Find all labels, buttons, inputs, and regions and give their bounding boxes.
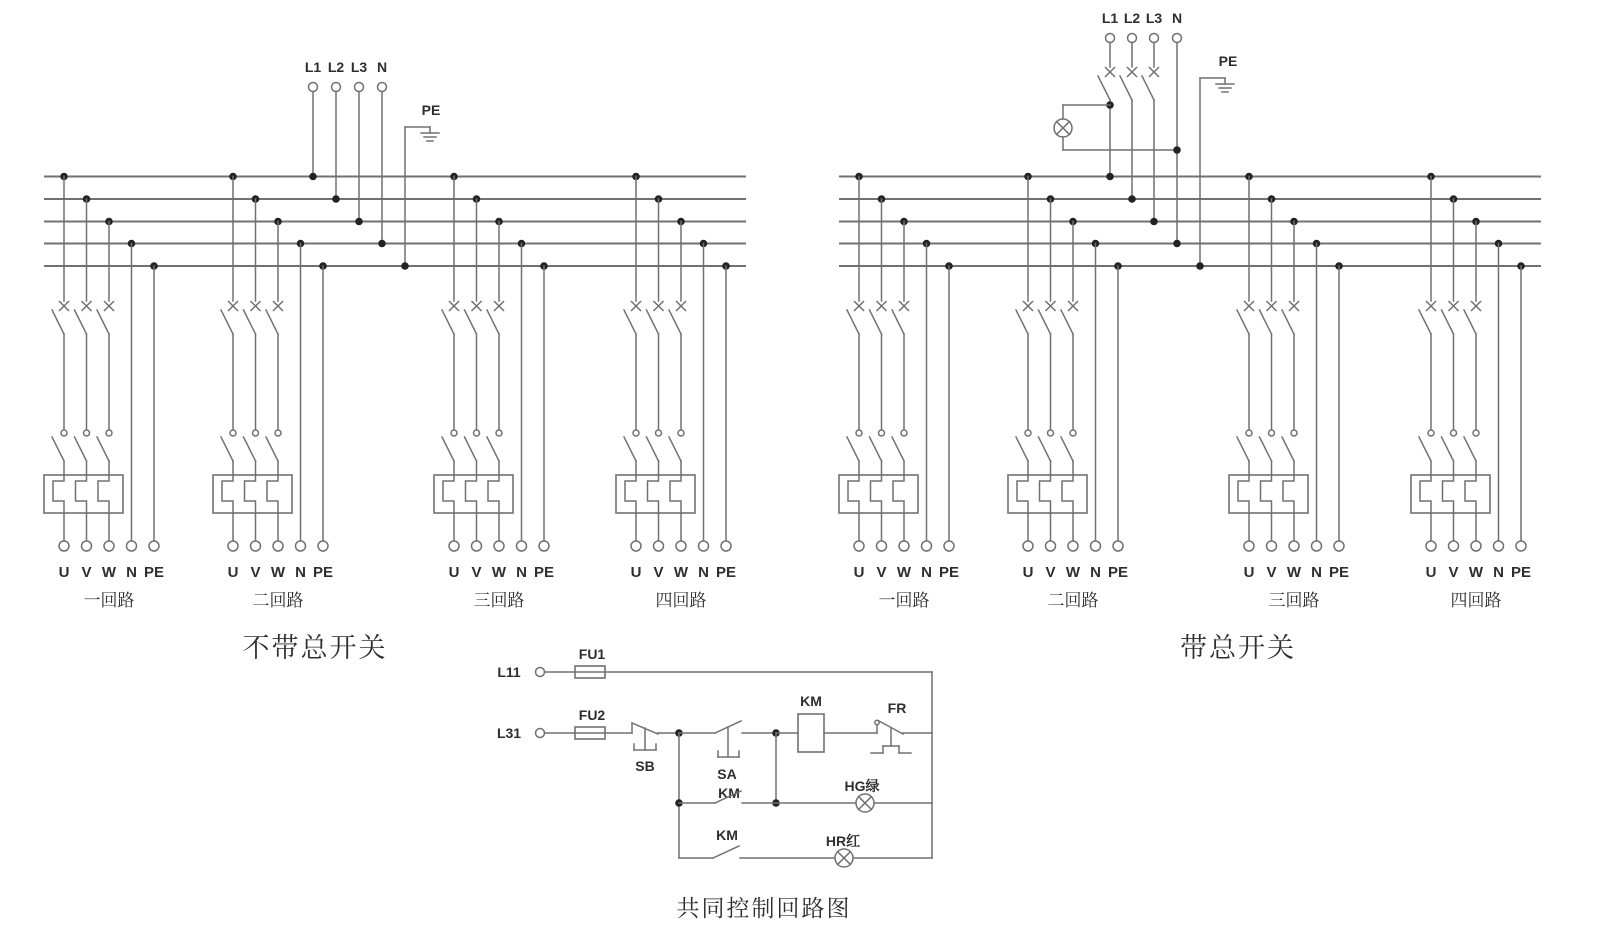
right-branch-3 — [1229, 173, 1344, 551]
svg-text:W: W — [1468, 564, 1484, 581]
km-contact-label: KM — [716, 827, 738, 843]
svg-text:U: U — [1022, 564, 1034, 581]
svg-text:V: V — [81, 564, 92, 581]
svg-text:W: W — [491, 564, 507, 581]
left-caption: 不带总开关 — [242, 633, 388, 663]
svg-text:V: V — [876, 564, 887, 581]
circuit-name: 一回路 — [878, 591, 930, 610]
hg-label: HG绿 — [844, 778, 880, 794]
circuit-name: 一回路 — [83, 591, 135, 610]
hg-rung — [679, 778, 932, 812]
right-branch-3-labels — [1244, 564, 1349, 610]
hr-rung — [679, 827, 932, 867]
right-panel — [839, 10, 1541, 663]
svg-text:V: V — [471, 564, 482, 581]
fr-contact — [871, 700, 932, 753]
right-branch-2 — [1008, 173, 1123, 551]
right-branch-4 — [1411, 173, 1526, 551]
svg-text:U: U — [58, 564, 70, 581]
fr-label: FR — [887, 700, 907, 716]
fu1-label: FU1 — [578, 646, 606, 662]
left-l2-label: L2 — [327, 59, 345, 75]
left-branch-2-labels — [228, 564, 333, 610]
circuit-name: 四回路 — [655, 591, 707, 610]
svg-text:W: W — [673, 564, 689, 581]
right-l1-label: L1 — [1101, 10, 1119, 26]
svg-text:V: V — [1448, 564, 1459, 581]
svg-text:PE: PE — [533, 564, 555, 581]
lamp-icon — [1054, 119, 1072, 137]
svg-text:V: V — [653, 564, 664, 581]
right-branch-1 — [839, 173, 954, 551]
hr-lamp-icon — [835, 849, 853, 867]
svg-text:PE: PE — [1510, 564, 1532, 581]
svg-text:N: N — [921, 564, 932, 581]
right-n-label: N — [1171, 10, 1183, 26]
left-n-label: N — [376, 59, 388, 75]
left-branch-3 — [434, 173, 549, 551]
svg-text:PE: PE — [715, 564, 737, 581]
circuit-name: 四回路 — [1450, 591, 1502, 610]
circuit-name: 三回路 — [1268, 591, 1320, 610]
left-branch-2 — [213, 173, 328, 551]
svg-text:U: U — [1425, 564, 1437, 581]
right-pe-feeder — [1196, 53, 1237, 270]
svg-text:U: U — [227, 564, 239, 581]
circuit-name: 三回路 — [473, 591, 525, 610]
svg-text:PE: PE — [143, 564, 165, 581]
right-l3-label: L3 — [1145, 10, 1163, 26]
right-bus-lines — [839, 177, 1541, 267]
circuit-name: 二回路 — [1047, 591, 1099, 610]
svg-text:W: W — [1286, 564, 1302, 581]
main-indicator-lamp — [1054, 101, 1181, 154]
left-pe-feeder — [401, 102, 440, 270]
svg-text:N: N — [516, 564, 527, 581]
svg-text:PE: PE — [1328, 564, 1350, 581]
svg-text:W: W — [896, 564, 912, 581]
left-branch-1 — [44, 173, 159, 551]
sb-label: SB — [635, 758, 655, 774]
hr-label: HR红 — [825, 833, 861, 849]
right-incoming-feeder — [1054, 10, 1182, 247]
main-switch — [1098, 43, 1159, 101]
sa-km-label: KM — [718, 785, 740, 801]
sa-label: SA — [717, 766, 737, 782]
l31-label: L31 — [496, 725, 522, 741]
left-ground-icon — [421, 127, 439, 141]
km-coil — [776, 693, 877, 752]
right-branch-1-labels — [854, 564, 959, 610]
svg-text:PE: PE — [938, 564, 960, 581]
svg-text:U: U — [1243, 564, 1255, 581]
svg-text:N: N — [1090, 564, 1101, 581]
left-branch-4 — [616, 173, 731, 551]
svg-text:V: V — [1266, 564, 1277, 581]
left-branch-1-labels — [59, 564, 164, 610]
svg-text:N: N — [1311, 564, 1322, 581]
km-coil-label: KM — [800, 693, 822, 709]
l11-label: L11 — [497, 664, 521, 680]
left-incoming-feeder — [305, 59, 387, 247]
sb-pushbutton — [632, 723, 679, 774]
control-circuit — [497, 646, 932, 921]
svg-text:W: W — [1065, 564, 1081, 581]
svg-text:U: U — [630, 564, 642, 581]
svg-text:V: V — [250, 564, 261, 581]
right-caption: 带总开关 — [1180, 633, 1296, 663]
left-pe-label: PE — [421, 102, 441, 118]
right-pe-label: PE — [1218, 53, 1238, 69]
left-branch-4-labels — [631, 564, 736, 610]
svg-text:PE: PE — [312, 564, 334, 581]
svg-text:W: W — [101, 564, 117, 581]
left-l1-label: L1 — [304, 59, 322, 75]
right-branch-4-labels — [1426, 564, 1531, 610]
hg-lamp-icon — [856, 794, 874, 812]
left-panel — [44, 59, 746, 663]
svg-text:N: N — [698, 564, 709, 581]
svg-text:V: V — [1045, 564, 1056, 581]
fu2-label: FU2 — [578, 707, 606, 723]
right-l2-label: L2 — [1123, 10, 1141, 26]
right-branch-2-labels — [1023, 564, 1128, 610]
svg-text:N: N — [295, 564, 306, 581]
left-branch-3-labels — [449, 564, 554, 610]
svg-text:PE: PE — [1107, 564, 1129, 581]
control-caption: 共同控制回路图 — [676, 895, 852, 921]
left-l3-label: L3 — [350, 59, 368, 75]
svg-text:U: U — [448, 564, 460, 581]
sa-switch — [679, 721, 776, 801]
svg-text:N: N — [1493, 564, 1504, 581]
right-ground-icon — [1216, 78, 1234, 92]
svg-text:W: W — [270, 564, 286, 581]
circuit-name: 二回路 — [252, 591, 304, 610]
svg-text:N: N — [126, 564, 137, 581]
left-bus-lines — [44, 177, 746, 267]
svg-text:U: U — [853, 564, 865, 581]
